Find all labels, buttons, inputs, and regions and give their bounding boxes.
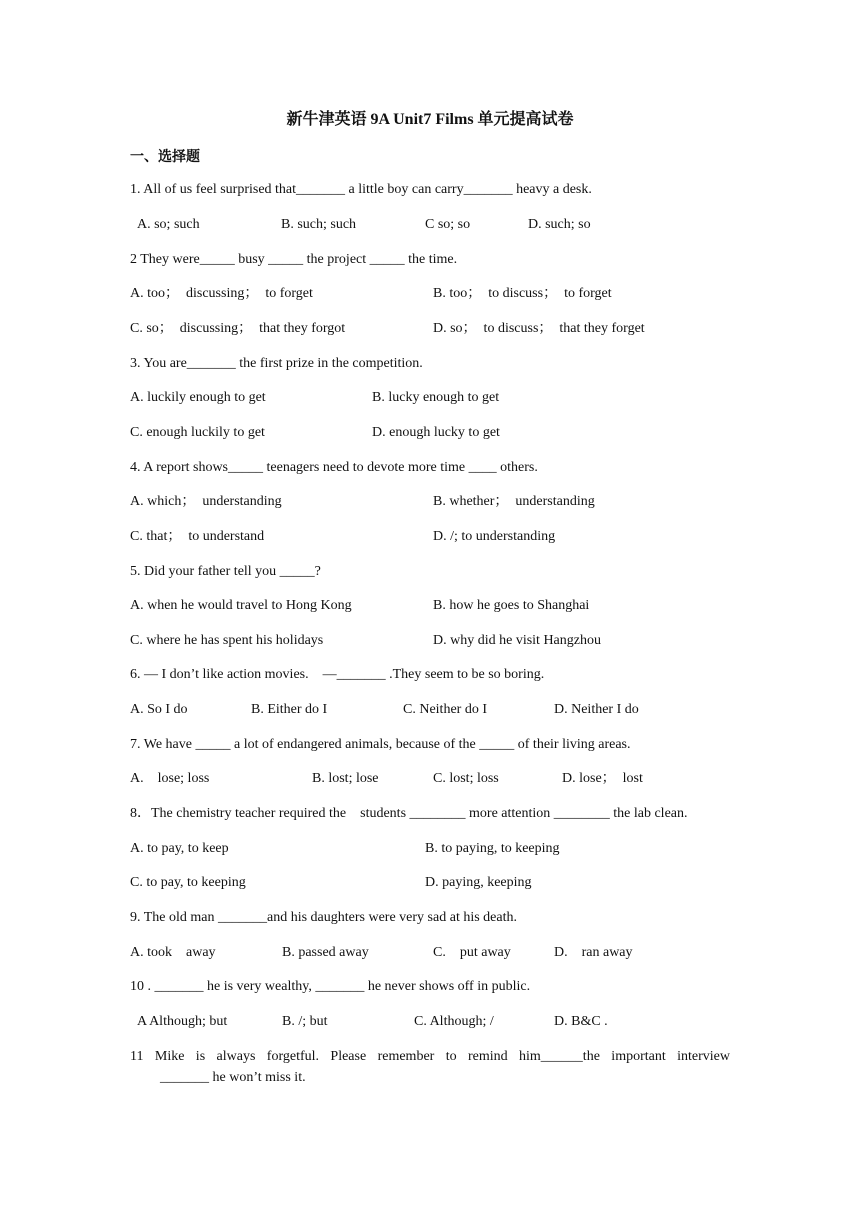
question-1-option-c: C so; so bbox=[425, 217, 471, 232]
question-8-stem: 8．The chemistry teacher required the students ________ more attention ________ the lab clean. bbox=[130, 806, 688, 821]
question-6-option-a: A. So I do bbox=[130, 702, 188, 717]
question-1-option-d: D. such; so bbox=[528, 217, 591, 232]
question-6-option-c: C. Neither do I bbox=[403, 702, 487, 717]
question-1-stem: 1. All of us feel surprised that_______ a little boy can carry_______ heavy a desk. bbox=[130, 182, 592, 197]
question-7-stem: 7. We have _____ a lot of endangered animals, because of the _____ of their living areas. bbox=[130, 737, 631, 752]
question-2-option-c: C. so； discussing； that they forgot bbox=[130, 321, 346, 336]
question-11-stem-continuation: _______ he won’t miss it. bbox=[160, 1070, 306, 1085]
question-10-option-d: D. B&C . bbox=[554, 1014, 608, 1029]
question-3-option-c: C. enough luckily to get bbox=[130, 425, 265, 440]
question-4-option-d: D. /; to understanding bbox=[433, 529, 556, 544]
question-9-option-c: C. put away bbox=[433, 945, 511, 960]
question-7-option-c: C. lost; loss bbox=[433, 771, 499, 786]
question-11-stem: 11 Mike is always forgetful. Please remember to remind him______the important interview bbox=[130, 1049, 730, 1064]
question-2-option-b: B. too； to discuss； to forget bbox=[433, 286, 612, 301]
question-3-option-a: A. luckily enough to get bbox=[130, 390, 266, 405]
question-9-stem: 9. The old man _______and his daughters were very sad at his death. bbox=[130, 910, 517, 925]
question-1-option-b: B. such; such bbox=[281, 217, 357, 232]
question-4-stem: 4. A report shows_____ teenagers need to devote more time ____ others. bbox=[130, 460, 538, 475]
question-3-option-b: B. lucky enough to get bbox=[372, 390, 500, 405]
question-8-option-d: D. paying, keeping bbox=[425, 875, 532, 890]
question-9-option-d: D. ran away bbox=[554, 945, 633, 960]
question-3-option-d: D. enough lucky to get bbox=[372, 425, 500, 440]
question-2-stem: 2 They were_____ busy _____ the project _____ the time. bbox=[130, 252, 458, 267]
question-6-option-b: B. Either do I bbox=[251, 702, 328, 717]
question-7-option-d: D. lose； lost bbox=[562, 771, 643, 786]
question-3-stem: 3. You are_______ the first prize in the competition. bbox=[130, 356, 423, 371]
question-1-option-a: A. so; such bbox=[137, 217, 200, 232]
question-2-option-d: D. so； to discuss； that they forget bbox=[433, 321, 645, 336]
question-5-stem: 5. Did your father tell you _____? bbox=[130, 564, 321, 579]
question-9-option-b: B. passed away bbox=[282, 945, 369, 960]
question-8-option-c: C. to pay, to keeping bbox=[130, 875, 246, 890]
question-6-stem: 6. — I don’t like action movies. —_______ .They seem to be so boring. bbox=[130, 667, 545, 682]
question-5-option-b: B. how he goes to Shanghai bbox=[433, 598, 590, 613]
question-8-option-a: A. to pay, to keep bbox=[130, 841, 229, 856]
question-4-option-b: B. whether； understanding bbox=[433, 494, 595, 509]
question-5-option-d: D. why did he visit Hangzhou bbox=[433, 633, 601, 648]
page-title: 新牛津英语 9A Unit7 Films 单元提高试卷 bbox=[286, 111, 574, 128]
question-9-option-a: A. took away bbox=[130, 945, 216, 960]
question-10-option-c: C. Although; / bbox=[414, 1014, 494, 1029]
section-heading: 一、选择题 bbox=[130, 150, 200, 165]
question-10-option-a: A Although; but bbox=[137, 1014, 228, 1029]
question-8-option-b: B. to paying, to keeping bbox=[425, 841, 560, 856]
question-10-option-b: B. /; but bbox=[282, 1014, 328, 1029]
question-7-option-a: A. lose; loss bbox=[130, 771, 210, 786]
question-6-option-d: D. Neither I do bbox=[554, 702, 639, 717]
question-10-stem: 10 . _______ he is very wealthy, _______ he never shows off in public. bbox=[130, 979, 531, 994]
question-5-option-a: A. when he would travel to Hong Kong bbox=[130, 598, 352, 613]
question-5-option-c: C. where he has spent his holidays bbox=[130, 633, 324, 648]
question-4-option-a: A. which； understanding bbox=[130, 494, 282, 509]
question-7-option-b: B. lost; lose bbox=[312, 771, 379, 786]
question-4-option-c: C. that； to understand bbox=[130, 529, 265, 544]
question-2-option-a: A. too； discussing； to forget bbox=[130, 286, 313, 301]
